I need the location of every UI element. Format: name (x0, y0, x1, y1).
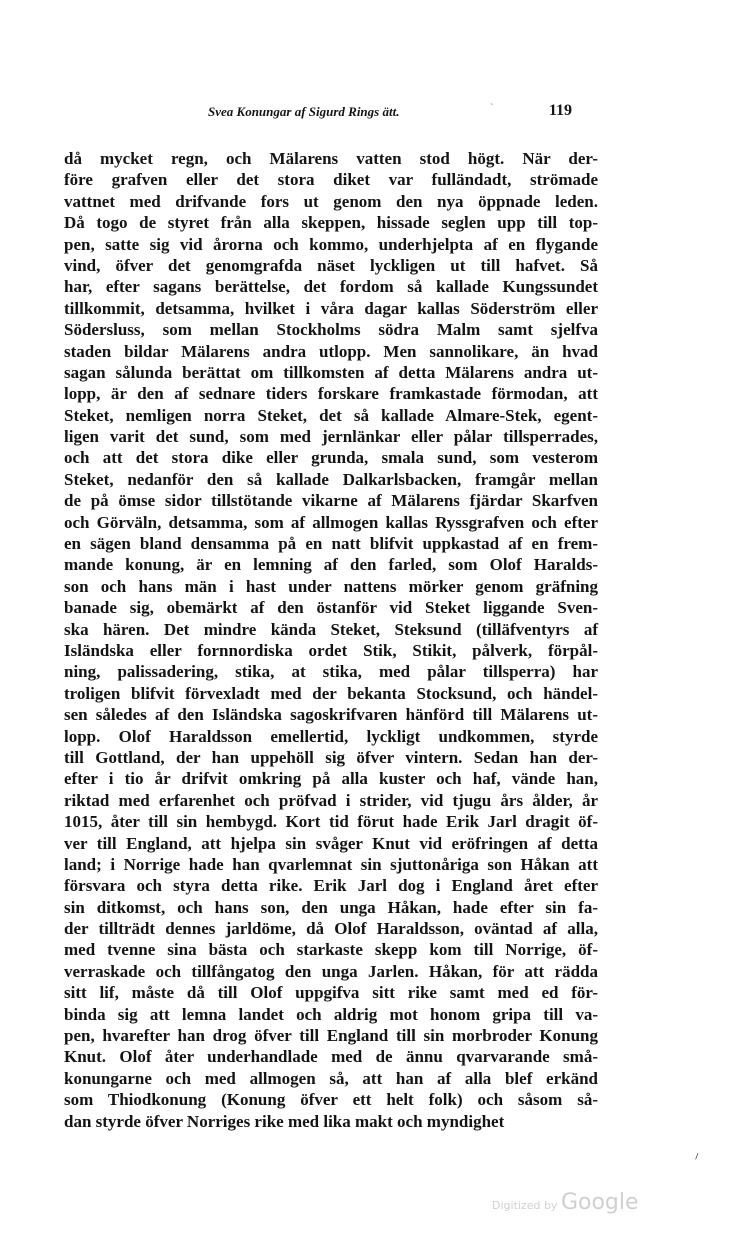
text-line: Isländska eller fornnordiska ordet Stik, Stikit, pålverk, förpål- (64, 640, 598, 660)
text-line: ning, palissadering, stika, at stika, med pålar tillsperra) har (64, 662, 598, 682)
watermark-prefix: Digitized by (492, 1199, 558, 1212)
text-line: Knut. Olof åter underhandlade med de ännu qvarvarande små- (64, 1047, 598, 1067)
text-line: de på ömse sidor tillstötande vikarne af Mälarens fjärdar Skarfven (64, 491, 598, 511)
text-line: troligen blifvit förvexladt med der bekanta Stocksund, och händel- (64, 683, 598, 703)
page-header (198, 104, 572, 126)
text-line: sen således af den Isländska sagoskrifvaren hänförd till Mälarens ut- (64, 705, 598, 725)
text-line: efter i tio år drifvit omkring på alla kuster och haf, vände han, (64, 769, 598, 789)
text-line: konungarne och med allmogen så, att han af alla blef erkänd (64, 1068, 598, 1088)
text-line: pen, hvarefter han drog öfver till England till sin morbroder Konung (64, 1026, 598, 1046)
text-line: ska hären. Det mindre kända Steket, Steksund (tilläfventyrs af (64, 619, 598, 639)
text-line: der tillträdt dennes jarldöme, då Olof Haraldsson, oväntad af alla, (64, 919, 598, 939)
text-line: med tvenne sina bästa och starkaste skepp kom till Norrige, öf- (64, 940, 598, 960)
text-line: Då togo de styret från alla skeppen, hissade seglen upp till top- (64, 213, 598, 233)
text-line: har, efter sagans berättelse, det fordom så kallade Kungssundet (64, 277, 598, 297)
text-line: pen, satte sig vid årorna och kommo, underhjelpta af en flygande (64, 234, 598, 254)
digitization-watermark (492, 1190, 639, 1215)
text-line: mande konung, är en lemning af den farled, som Olof Haralds- (64, 555, 598, 575)
text-line: då mycket regn, och Mälarens vatten stod högt. När der- (64, 149, 598, 168)
text-line: ver till England, att hjelpa sin svåger Knut vid eröfringen af detta (64, 833, 598, 853)
text-line: staden bildar Mälarens andra utlopp. Men sannolikare, än hvad (64, 341, 598, 361)
text-line: lopp, är den af sednare tiders forskare framkastade förmodan, att (64, 384, 598, 404)
text-line: sagan sålunda berättat om tillkomsten af detta Mälarens andra ut- (64, 362, 598, 382)
text-line: och att det stora dike eller grunda, smala sund, som vesterom (64, 448, 598, 468)
text-line: vind, öfver det genomgrafda näset lyckligen ut till hafvet. Så (64, 255, 598, 275)
watermark-brand: Google (560, 1190, 639, 1215)
text-line: ligen varit det sund, som med jernlänkar eller pålar tillsperrades, (64, 427, 598, 447)
text-line: sin ditkomst, och hans son, den unga Håkan, hade efter sin fa- (64, 897, 598, 917)
text-line: sitt lif, måste då till Olof uppgifva sitt rike samt med ed för- (64, 983, 598, 1003)
text-line: riktad med erfarenhet och pröfvad i strider, vid tjugu års ålder, år (64, 790, 598, 810)
text-line: tillkommit, detsamma, hvilket i våra dagar kallas Söderström eller (64, 298, 598, 318)
text-line: Södersluss, som mellan Stockholms södra Malm samt sjelfva (64, 320, 598, 340)
text-line: vattnet med drifvande fors ut genom den nya öppnade leden. (64, 191, 598, 211)
text-line: son och hans män i hast under nattens mörker genom gräfning (64, 576, 598, 596)
margin-mark: ⸝ (689, 1146, 703, 1163)
text-line: verraskade och tillfångatog den unga Jarlen. Håkan, för att rädda (64, 961, 598, 981)
text-line: före grafven eller det stora diket var fulländadt, strömade (64, 170, 598, 190)
text-line: till Gottland, der han uppehöll sig öfver vintern. Sedan han der- (64, 747, 598, 767)
running-title: Svea Konungar af Sigurd Rings ätt. (208, 104, 400, 119)
text-line: dan styrde öfver Norriges rike med lika makt och myndighet (64, 1111, 505, 1131)
text-line: försvara och styra detta rike. Erik Jarl dog i England året efter (64, 876, 598, 896)
text-line: Steket, nedanför den så kallade Dalkarlsbacken, framgår mellan (64, 469, 598, 489)
text-line: lopp. Olof Haraldsson emellertid, lyckligt undkommen, styrde (64, 726, 598, 746)
header-mark: ` (490, 102, 494, 114)
body-text (64, 148, 598, 1132)
text-line: Steket, nemligen norra Steket, det så kallade Almare-Stek, egent- (64, 405, 598, 425)
text-line: som Thiodkonung (Konung öfver ett helt folk) och såsom så- (64, 1090, 598, 1110)
text-line: banade sig, obemärkt af den östanför vid Steket liggande Sven- (64, 598, 598, 618)
text-line: en sägen bland densamma på en natt blifvit uppkastad af en frem- (64, 534, 598, 554)
text-line: binda sig att lemna landet och aldrig mot honom gripa till va- (64, 1004, 598, 1024)
page-number: 119 (548, 102, 572, 119)
text-line: och Görväln, detsamma, som af allmogen kallas Ryssgrafven och efter (64, 512, 598, 532)
text-line: 1015, åter till sin hembygd. Kort tid förut hade Erik Jarl dragit öf- (64, 812, 598, 832)
text-line: land; i Norrige hade han qvarlemnat sin sjuttonåriga son Håkan att (64, 854, 598, 874)
